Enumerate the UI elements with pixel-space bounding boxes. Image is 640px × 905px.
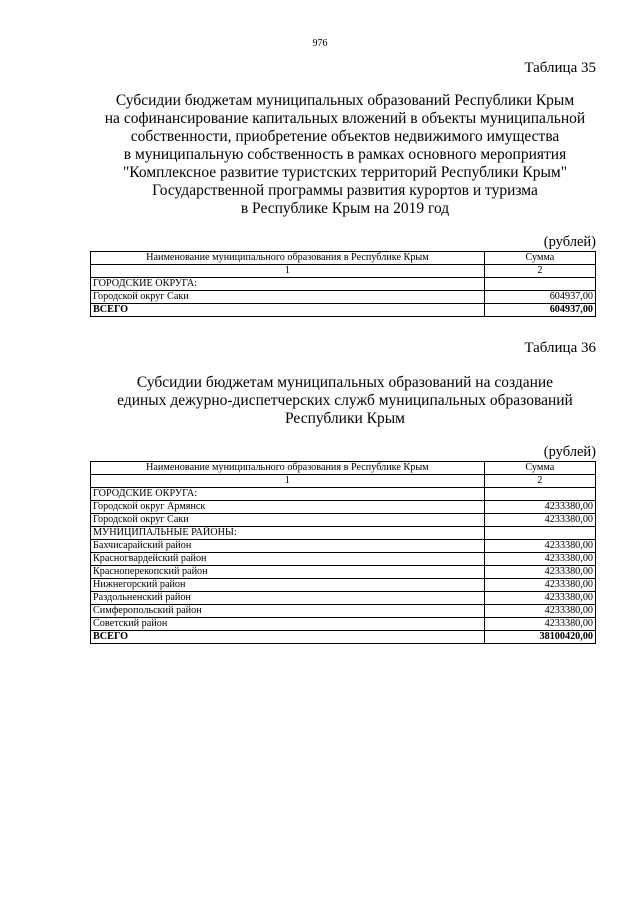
title-line: Республики Крым <box>285 410 405 427</box>
total-row <box>91 304 596 317</box>
row-sum <box>484 278 595 291</box>
column-number-row <box>91 265 596 278</box>
table-row <box>91 488 596 501</box>
column-number-row <box>91 475 596 488</box>
row-name: Нижнегорский район <box>91 579 485 592</box>
header-sum: Сумма <box>484 462 595 475</box>
page-number: 976 <box>312 38 328 49</box>
table-row <box>91 501 596 514</box>
title-line: Субсидии бюджетам муниципальных образований Республики Крым <box>115 92 575 109</box>
table-row <box>91 278 596 291</box>
table-row <box>91 540 596 553</box>
row-name: МУНИЦИПАЛЬНЫЕ РАЙОНЫ: <box>91 527 485 540</box>
table-row <box>91 605 596 618</box>
table-36 <box>90 461 596 644</box>
title-line: Субсидии бюджетам муниципальных образований на создание <box>136 374 554 391</box>
title-line: собственности, приобретение объектов недвижимого имущества <box>130 128 560 145</box>
table-header-row <box>91 462 596 475</box>
row-sum: 604937,00 <box>484 291 595 304</box>
table-36-title <box>60 374 630 428</box>
row-sum: 4233380,00 <box>484 514 595 527</box>
total-label: ВСЕГО <box>91 631 485 644</box>
row-sum: 4233380,00 <box>484 501 595 514</box>
table-row <box>91 579 596 592</box>
table-row <box>91 291 596 304</box>
total-label: ВСЕГО <box>91 304 485 317</box>
total-sum: 38100420,00 <box>484 631 595 644</box>
table-row <box>91 514 596 527</box>
table-row <box>91 553 596 566</box>
title-line: на софинансирование капитальных вложений в объекты муниципальной <box>104 110 586 127</box>
row-sum <box>484 488 595 501</box>
row-name: ГОРОДСКИЕ ОКРУГА: <box>91 278 485 291</box>
title-line: единых дежурно-диспетчерских служб муниципальных образований <box>117 392 573 409</box>
row-name: Советский район <box>91 618 485 631</box>
row-sum: 4233380,00 <box>484 618 595 631</box>
row-name: ГОРОДСКИЕ ОКРУГА: <box>91 488 485 501</box>
table-35 <box>90 251 596 317</box>
title-line: в муниципальную собственность в рамках основного мероприятия <box>123 146 567 163</box>
total-row <box>91 631 596 644</box>
column-number-2: 2 <box>484 475 595 488</box>
row-name: Симферопольский район <box>91 605 485 618</box>
row-name: Красноперекопский район <box>91 566 485 579</box>
row-sum: 4233380,00 <box>484 592 595 605</box>
table-row <box>91 592 596 605</box>
row-name: Красногвардейский район <box>91 553 485 566</box>
title-line: в Республике Крым на 2019 год <box>240 200 450 217</box>
table-row <box>91 618 596 631</box>
table-36-units: (рублей) <box>543 444 596 460</box>
row-name: Городской округ Саки <box>91 514 485 527</box>
header-sum: Сумма <box>484 252 595 265</box>
row-name: Городской округ Саки <box>91 291 485 304</box>
total-sum: 604937,00 <box>484 304 595 317</box>
row-sum: 4233380,00 <box>484 579 595 592</box>
title-line: "Комплексное развитие туристских территорий Республики Крым" <box>122 164 568 181</box>
header-name: Наименование муниципального образования в Республике Крым <box>91 252 485 265</box>
title-line: Государственной программы развития курортов и туризма <box>152 182 538 199</box>
row-name: Городской округ Армянск <box>91 501 485 514</box>
table-35-units: (рублей) <box>543 234 596 250</box>
column-number-1: 1 <box>91 265 485 278</box>
row-sum: 4233380,00 <box>484 605 595 618</box>
row-name: Бахчисарайский район <box>91 540 485 553</box>
row-sum: 4233380,00 <box>484 540 595 553</box>
table-35-title <box>60 92 630 218</box>
column-number-1: 1 <box>91 475 485 488</box>
table-35-caption: Таблица 35 <box>524 60 596 76</box>
column-number-2: 2 <box>484 265 595 278</box>
row-name: Раздольненский район <box>91 592 485 605</box>
row-sum: 4233380,00 <box>484 553 595 566</box>
table-36-caption: Таблица 36 <box>524 340 596 356</box>
table-row <box>91 566 596 579</box>
row-sum: 4233380,00 <box>484 566 595 579</box>
row-sum <box>484 527 595 540</box>
table-row <box>91 527 596 540</box>
header-name: Наименование муниципального образования в Республике Крым <box>91 462 485 475</box>
table-header-row <box>91 252 596 265</box>
